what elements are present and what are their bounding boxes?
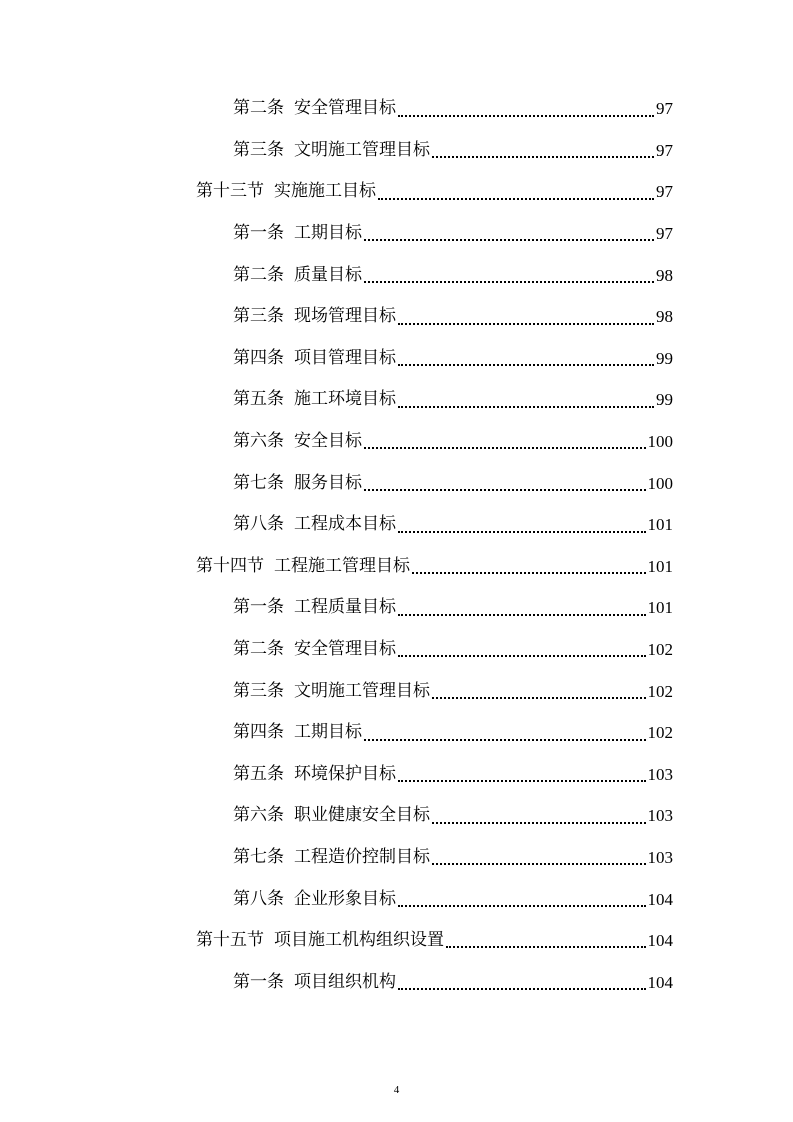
toc-entry-dot-leader (432, 684, 646, 699)
toc-entry-dot-leader (432, 850, 646, 865)
toc-entry-number: 第二条 (233, 639, 284, 660)
toc-entry-dot-leader (364, 434, 646, 449)
toc-entry-page: 101 (647, 598, 673, 618)
toc-entry-title: 安全目标 (294, 431, 362, 452)
toc-entry[interactable] (0, 795, 793, 837)
toc-entry-dot-leader (378, 185, 654, 200)
toc-entry-title: 企业形象目标 (294, 888, 396, 909)
toc-entry-dot-leader (446, 933, 646, 948)
toc-entry[interactable] (0, 338, 793, 380)
toc-entry-dot-leader (398, 310, 654, 325)
toc-entry[interactable] (0, 629, 793, 671)
toc-entry-number: 第六条 (233, 431, 284, 452)
toc-entry-page: 100 (647, 473, 673, 493)
toc-entry-number: 第十四节 (196, 555, 264, 576)
toc-entry-title: 服务目标 (294, 472, 362, 493)
toc-entry-dot-leader (432, 809, 646, 824)
toc-entry[interactable] (0, 379, 793, 421)
toc-entry[interactable] (0, 712, 793, 754)
toc-entry-dot-leader (412, 559, 646, 574)
toc-entry-number: 第十五节 (196, 930, 264, 951)
toc-entry-dot-leader (398, 892, 646, 907)
toc-entry-page: 103 (647, 764, 673, 784)
toc-entry-title: 现场管理目标 (294, 306, 396, 327)
toc-entry[interactable] (0, 878, 793, 920)
toc-entry-title: 安全管理目标 (294, 98, 396, 119)
toc-entry-page: 97 (656, 182, 673, 202)
toc-entry-number: 第三条 (233, 680, 284, 701)
toc-entry[interactable] (0, 837, 793, 879)
toc-entry-title: 工程质量目标 (294, 597, 396, 618)
toc-entry[interactable] (0, 961, 793, 1003)
toc-entry-dot-leader (398, 767, 646, 782)
toc-entry-number: 第六条 (233, 805, 284, 826)
toc-entry[interactable] (0, 462, 793, 504)
toc-entry[interactable] (0, 920, 793, 962)
toc-entry[interactable] (0, 504, 793, 546)
toc-entry-page: 97 (656, 99, 673, 119)
toc-entry-page: 98 (656, 307, 673, 327)
toc-entry-number: 第二条 (233, 98, 284, 119)
toc-entry-number: 第一条 (233, 223, 284, 244)
toc-entry-number: 第七条 (233, 472, 284, 493)
toc-entry-page: 103 (647, 847, 673, 867)
toc-entry-dot-leader (398, 975, 646, 990)
toc-entry[interactable] (0, 254, 793, 296)
toc-entry-number: 第八条 (233, 514, 284, 535)
toc-entry-dot-leader (398, 642, 646, 657)
toc-entry[interactable] (0, 587, 793, 629)
toc-entry-title: 施工环境目标 (294, 389, 396, 410)
toc-entry-dot-leader (398, 102, 654, 117)
toc-entry[interactable] (0, 670, 793, 712)
toc-entry-title: 实施施工目标 (274, 181, 376, 202)
toc-entry-number: 第七条 (233, 846, 284, 867)
toc-entry-page: 103 (647, 806, 673, 826)
toc-entry[interactable] (0, 296, 793, 338)
toc-entry-page: 97 (656, 140, 673, 160)
toc-entry[interactable] (0, 546, 793, 588)
toc-entry-number: 第三条 (233, 139, 284, 160)
toc-entry-dot-leader (398, 601, 646, 616)
toc-entry-number: 第五条 (233, 389, 284, 410)
toc-entry-page: 101 (647, 556, 673, 576)
toc-entry-number: 第四条 (233, 722, 284, 743)
toc-entry-page: 104 (647, 889, 673, 909)
toc-entry-number: 第一条 (233, 971, 284, 992)
toc-entry[interactable] (0, 88, 793, 130)
toc-entry-title: 职业健康安全目标 (294, 805, 430, 826)
toc-entry-page: 104 (647, 972, 673, 992)
toc-entry-number: 第四条 (233, 347, 284, 368)
toc-entry-number: 第二条 (233, 264, 284, 285)
toc-entry-page: 99 (656, 390, 673, 410)
toc-entry-title: 环境保护目标 (294, 763, 396, 784)
toc-entry-page: 102 (647, 723, 673, 743)
toc-entry-title: 文明施工管理目标 (294, 139, 430, 160)
toc-entry[interactable] (0, 171, 793, 213)
toc-entry-dot-leader (432, 143, 654, 158)
toc-entry-number: 第一条 (233, 597, 284, 618)
toc-entry-title: 项目组织机构 (294, 971, 396, 992)
toc-entry-number: 第八条 (233, 888, 284, 909)
toc-entry-dot-leader (364, 226, 654, 241)
toc-entry-dot-leader (364, 268, 654, 283)
toc-entry-page: 102 (647, 681, 673, 701)
toc-entry-page: 98 (656, 265, 673, 285)
page-number: 4 (393, 1084, 400, 1096)
toc-entry[interactable] (0, 754, 793, 796)
toc-entry-page: 97 (656, 224, 673, 244)
toc-entry-title: 文明施工管理目标 (294, 680, 430, 701)
toc-entry-dot-leader (398, 351, 654, 366)
toc-entry-dot-leader (398, 393, 654, 408)
toc-entry-title: 质量目标 (294, 264, 362, 285)
toc-entry-dot-leader (364, 476, 646, 491)
toc-entry-dot-leader (364, 726, 646, 741)
toc-entry-page: 101 (647, 515, 673, 535)
toc-entry-number: 第十三节 (196, 181, 264, 202)
toc-entry-page: 104 (647, 931, 673, 951)
toc-entry-page: 99 (656, 348, 673, 368)
toc-entry-number: 第五条 (233, 763, 284, 784)
toc-entry[interactable] (0, 130, 793, 172)
toc-entry-title: 安全管理目标 (294, 639, 396, 660)
toc-entry-title: 工程造价控制目标 (294, 846, 430, 867)
toc-entry-page: 102 (647, 640, 673, 660)
toc-entry-title: 工程成本目标 (294, 514, 396, 535)
toc-entry-title: 项目管理目标 (294, 347, 396, 368)
toc-entry-page: 100 (647, 432, 673, 452)
toc-entry-title: 项目施工机构组织设置 (274, 930, 444, 951)
toc-entry[interactable] (0, 213, 793, 255)
table-of-contents (0, 88, 793, 1003)
toc-entry-number: 第三条 (233, 306, 284, 327)
toc-entry[interactable] (0, 421, 793, 463)
toc-entry-title: 工期目标 (294, 223, 362, 244)
toc-entry-dot-leader (398, 518, 646, 533)
toc-entry-title: 工程施工管理目标 (274, 555, 410, 576)
toc-entry-title: 工期目标 (294, 722, 362, 743)
